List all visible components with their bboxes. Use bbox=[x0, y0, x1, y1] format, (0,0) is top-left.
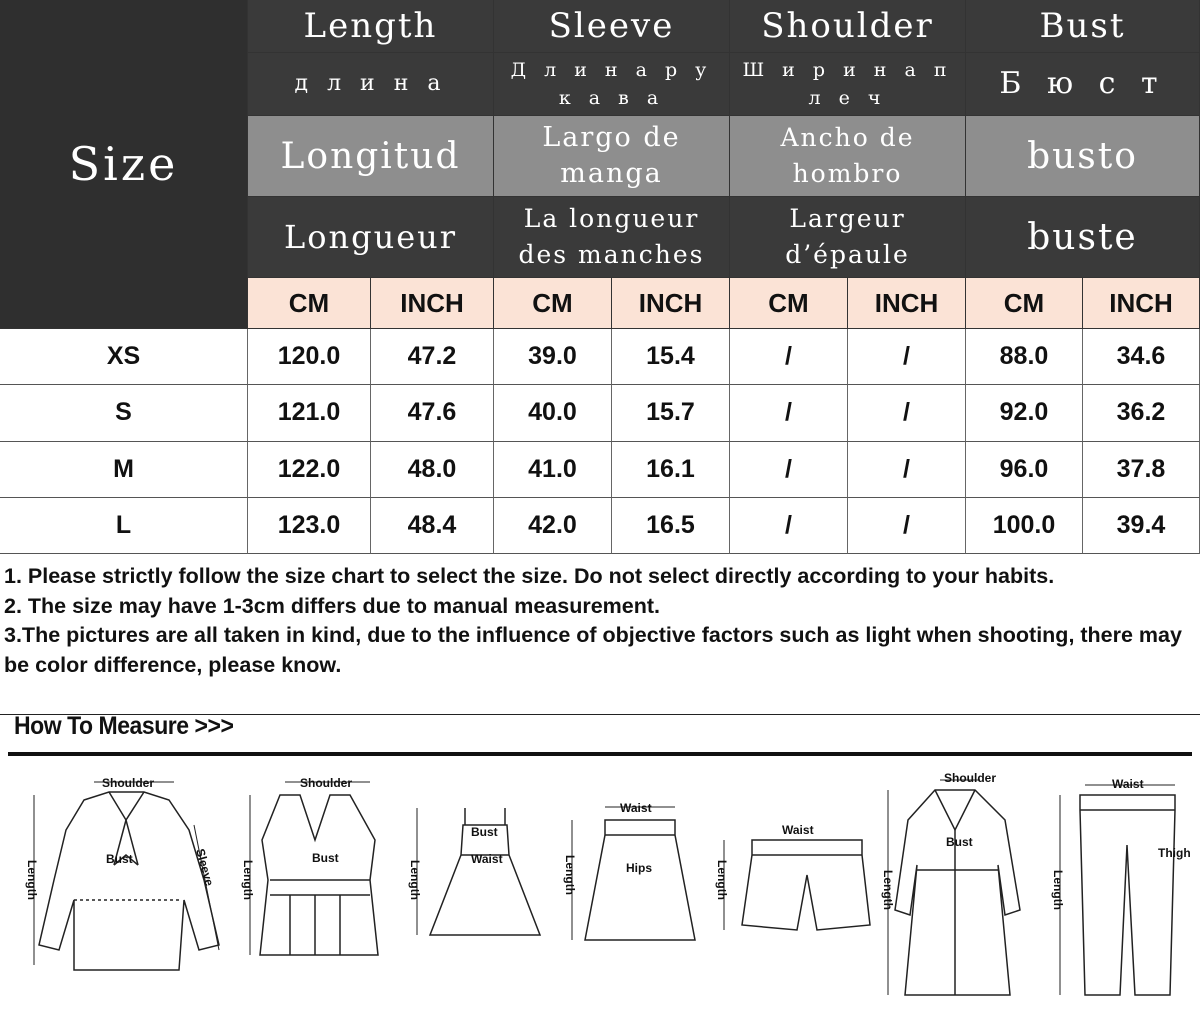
garment-label: Length bbox=[408, 860, 422, 900]
sleeve-header-fr: La longueur des manches bbox=[494, 197, 730, 278]
bust-header-ru: Б ю с т bbox=[966, 53, 1200, 116]
sleeve-header-ru: Д л и н а р у к а в а bbox=[494, 53, 730, 116]
garment-label: Length bbox=[1051, 870, 1065, 910]
sleeve-header-es: Largo de manga bbox=[494, 116, 730, 197]
garment-label: Length bbox=[715, 860, 729, 900]
unit-header: INCH bbox=[1083, 278, 1200, 329]
garment-label: Shoulder bbox=[300, 776, 353, 790]
size-header: Size bbox=[0, 0, 248, 329]
garment-label: Bust bbox=[471, 825, 498, 839]
value-cell: / bbox=[730, 442, 848, 498]
garment-label: Bust bbox=[106, 852, 133, 866]
unit-header: CM bbox=[730, 278, 848, 329]
value-cell: 96.0 bbox=[966, 442, 1083, 498]
garment-label: Length bbox=[241, 860, 255, 900]
garment-label: Shoulder bbox=[102, 776, 155, 790]
shoulder-header-en: Shoulder bbox=[730, 0, 966, 53]
unit-header: INCH bbox=[612, 278, 730, 329]
shoulder-header-es: Ancho de hombro bbox=[730, 116, 966, 197]
value-cell: 48.4 bbox=[371, 498, 494, 554]
value-cell: / bbox=[730, 498, 848, 554]
bust-header-en: Bust bbox=[966, 0, 1200, 53]
size-cell: XS bbox=[0, 329, 248, 385]
strap-dress-icon bbox=[405, 800, 545, 950]
length-header-fr: Longueur bbox=[248, 197, 494, 278]
unit-header: INCH bbox=[371, 278, 494, 329]
unit-header: CM bbox=[248, 278, 371, 329]
value-cell: 37.8 bbox=[1083, 442, 1200, 498]
unit-header: INCH bbox=[848, 278, 966, 329]
garment-label: Bust bbox=[312, 851, 339, 865]
value-cell: 48.0 bbox=[371, 442, 494, 498]
garment-label: Waist bbox=[782, 823, 814, 837]
unit-header: CM bbox=[966, 278, 1083, 329]
sleeve-header-en: Sleeve bbox=[494, 0, 730, 53]
value-cell: 122.0 bbox=[248, 442, 371, 498]
garment-label: Length bbox=[25, 860, 39, 900]
value-cell: / bbox=[730, 329, 848, 385]
trousers-icon bbox=[1040, 775, 1195, 1005]
garment-label: Shoulder bbox=[944, 771, 997, 785]
value-cell: 15.7 bbox=[612, 385, 730, 441]
skirt-icon bbox=[560, 795, 700, 955]
value-cell: 92.0 bbox=[966, 385, 1083, 441]
value-cell: 41.0 bbox=[494, 442, 612, 498]
value-cell: 47.2 bbox=[371, 329, 494, 385]
garment-label: Sleeve bbox=[193, 847, 217, 888]
value-cell: 47.6 bbox=[371, 385, 494, 441]
value-cell: 100.0 bbox=[966, 498, 1083, 554]
bust-header-fr: buste bbox=[966, 197, 1200, 278]
garment-label: Waist bbox=[1112, 777, 1144, 791]
value-cell: 121.0 bbox=[248, 385, 371, 441]
value-cell: 88.0 bbox=[966, 329, 1083, 385]
garment-label: Bust bbox=[946, 835, 973, 849]
note-1: 1. Please strictly follow the size chart to select the size. Do not select directly according to your habits. bbox=[4, 564, 1055, 588]
value-cell: / bbox=[730, 385, 848, 441]
value-cell: 123.0 bbox=[248, 498, 371, 554]
value-cell: 15.4 bbox=[612, 329, 730, 385]
value-cell: / bbox=[848, 329, 966, 385]
garment-label: Waist bbox=[620, 801, 652, 815]
how-to-measure-title: How To Measure >>> bbox=[14, 712, 234, 740]
garment-label: Length bbox=[881, 870, 895, 910]
value-cell: 39.4 bbox=[1083, 498, 1200, 554]
blouse-icon bbox=[14, 770, 234, 990]
value-cell: 120.0 bbox=[248, 329, 371, 385]
note-2: 2. The size may have 1-3cm differs due to manual measurement. bbox=[4, 593, 660, 618]
garment-label: Waist bbox=[471, 852, 503, 866]
size-cell: S bbox=[0, 385, 248, 441]
garment-label: Hips bbox=[626, 861, 653, 875]
value-cell: 36.2 bbox=[1083, 385, 1200, 441]
length-header-es: Longitud bbox=[248, 116, 494, 197]
value-cell: 16.5 bbox=[612, 498, 730, 554]
value-cell: 16.1 bbox=[612, 442, 730, 498]
shoulder-header-fr: Largeur d’épaule bbox=[730, 197, 966, 278]
note-3: 3.The pictures are all taken in kind, due to the influence of objective factors such as light when shooting, there may be color difference, please know. bbox=[4, 623, 1182, 677]
value-cell: 40.0 bbox=[494, 385, 612, 441]
garment-label: Length bbox=[563, 855, 577, 895]
value-cell: / bbox=[848, 442, 966, 498]
length-header-en: Length bbox=[248, 0, 494, 53]
value-cell: 42.0 bbox=[494, 498, 612, 554]
tank-top-icon bbox=[240, 770, 390, 970]
shorts-icon bbox=[712, 820, 872, 950]
garment-label: Thigh bbox=[1158, 846, 1191, 860]
length-header-ru: д л и н а bbox=[248, 53, 494, 116]
notes bbox=[4, 562, 1198, 680]
shoulder-header-ru: Ш и р и н а п л е ч bbox=[730, 53, 966, 116]
how-to-measure-underline bbox=[8, 752, 1192, 756]
coat-dress-icon bbox=[880, 770, 1030, 1010]
unit-header: CM bbox=[494, 278, 612, 329]
value-cell: / bbox=[848, 385, 966, 441]
value-cell: 39.0 bbox=[494, 329, 612, 385]
value-cell: / bbox=[848, 498, 966, 554]
bust-header-es: busto bbox=[966, 116, 1200, 197]
size-cell: M bbox=[0, 442, 248, 498]
value-cell: 34.6 bbox=[1083, 329, 1200, 385]
size-cell: L bbox=[0, 498, 248, 554]
